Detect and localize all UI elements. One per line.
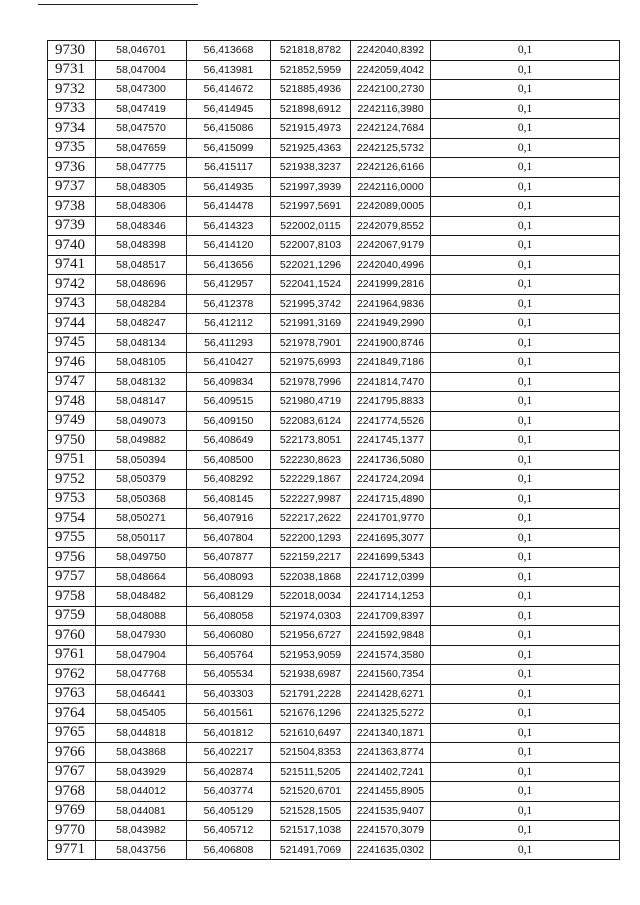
table-row	[48, 470, 620, 490]
longitude-cell: 56,412957	[187, 275, 271, 295]
table-row	[48, 60, 620, 80]
latitude-cell: 58,047004	[96, 60, 187, 80]
coord-x-cell: 521610,6497	[271, 723, 351, 743]
table-row	[48, 548, 620, 568]
coord-y-cell: 2242124,7684	[351, 119, 431, 139]
coord-x-cell: 522018,0034	[271, 587, 351, 607]
table-row	[48, 762, 620, 782]
coord-x-cell: 521953,9059	[271, 645, 351, 665]
coord-y-cell: 2241701,9770	[351, 509, 431, 529]
longitude-cell: 56,402217	[187, 743, 271, 763]
accuracy-cell: 0,1	[431, 606, 620, 626]
coord-x-cell: 522002,0115	[271, 216, 351, 236]
longitude-cell: 56,414120	[187, 236, 271, 256]
longitude-cell: 56,408129	[187, 587, 271, 607]
accuracy-cell: 0,1	[431, 509, 620, 529]
coord-y-cell: 2242040,4996	[351, 255, 431, 275]
coord-x-cell: 522007,8103	[271, 236, 351, 256]
latitude-cell: 58,048088	[96, 606, 187, 626]
latitude-cell: 58,050271	[96, 509, 187, 529]
table-row	[48, 294, 620, 314]
coord-y-cell: 2242116,0000	[351, 177, 431, 197]
coord-y-cell: 2242116,3980	[351, 99, 431, 119]
latitude-cell: 58,043756	[96, 840, 187, 860]
coord-x-cell: 521898,6912	[271, 99, 351, 119]
coord-y-cell: 2241574,3580	[351, 645, 431, 665]
table-row	[48, 138, 620, 158]
longitude-cell: 56,408292	[187, 470, 271, 490]
coord-y-cell: 2241363,8774	[351, 743, 431, 763]
coord-x-cell: 522159,2217	[271, 548, 351, 568]
longitude-cell: 56,410427	[187, 353, 271, 373]
latitude-cell: 58,050117	[96, 528, 187, 548]
table-row	[48, 450, 620, 470]
table-row	[48, 99, 620, 119]
latitude-cell: 58,048696	[96, 275, 187, 295]
coord-y-cell: 2241340,1871	[351, 723, 431, 743]
coord-y-cell: 2241699,5343	[351, 548, 431, 568]
coord-y-cell: 2241635,0302	[351, 840, 431, 860]
latitude-cell: 58,048284	[96, 294, 187, 314]
accuracy-cell: 0,1	[431, 333, 620, 353]
point-number-cell: 9771	[48, 840, 96, 860]
accuracy-cell: 0,1	[431, 197, 620, 217]
accuracy-cell: 0,1	[431, 411, 620, 431]
point-number-cell: 9746	[48, 353, 96, 373]
coord-x-cell: 521915,4973	[271, 119, 351, 139]
latitude-cell: 58,043982	[96, 821, 187, 841]
point-number-cell: 9743	[48, 294, 96, 314]
latitude-cell: 58,048134	[96, 333, 187, 353]
coord-y-cell: 2241900,8746	[351, 333, 431, 353]
accuracy-cell: 0,1	[431, 743, 620, 763]
accuracy-cell: 0,1	[431, 489, 620, 509]
longitude-cell: 56,415099	[187, 138, 271, 158]
accuracy-cell: 0,1	[431, 353, 620, 373]
point-number-cell: 9767	[48, 762, 96, 782]
table-row	[48, 197, 620, 217]
coord-y-cell: 2241695,3077	[351, 528, 431, 548]
accuracy-cell: 0,1	[431, 548, 620, 568]
accuracy-cell: 0,1	[431, 821, 620, 841]
coord-y-cell: 2241402,7241	[351, 762, 431, 782]
coord-y-cell: 2241849,7186	[351, 353, 431, 373]
point-number-cell: 9769	[48, 801, 96, 821]
latitude-cell: 58,047659	[96, 138, 187, 158]
table-row	[48, 216, 620, 236]
coord-y-cell: 2241535,9407	[351, 801, 431, 821]
accuracy-cell: 0,1	[431, 626, 620, 646]
point-number-cell: 9750	[48, 431, 96, 451]
coord-y-cell: 2242079,8552	[351, 216, 431, 236]
coord-y-cell: 2241712,0399	[351, 567, 431, 587]
table-row	[48, 314, 620, 334]
table-row	[48, 80, 620, 100]
coord-x-cell: 521938,6987	[271, 665, 351, 685]
longitude-cell: 56,413981	[187, 60, 271, 80]
accuracy-cell: 0,1	[431, 80, 620, 100]
longitude-cell: 56,403774	[187, 782, 271, 802]
latitude-cell: 58,044081	[96, 801, 187, 821]
accuracy-cell: 0,1	[431, 392, 620, 412]
accuracy-cell: 0,1	[431, 665, 620, 685]
longitude-cell: 56,401561	[187, 704, 271, 724]
accuracy-cell: 0,1	[431, 801, 620, 821]
coord-x-cell: 521991,3169	[271, 314, 351, 334]
accuracy-cell: 0,1	[431, 294, 620, 314]
longitude-cell: 56,401812	[187, 723, 271, 743]
longitude-cell: 56,407916	[187, 509, 271, 529]
table-row	[48, 743, 620, 763]
point-number-cell: 9734	[48, 119, 96, 139]
coord-y-cell: 2242059,4042	[351, 60, 431, 80]
longitude-cell: 56,403303	[187, 684, 271, 704]
coord-x-cell: 521997,5691	[271, 197, 351, 217]
coord-y-cell: 2242125,5732	[351, 138, 431, 158]
longitude-cell: 56,413656	[187, 255, 271, 275]
longitude-cell: 56,414945	[187, 99, 271, 119]
latitude-cell: 58,047775	[96, 158, 187, 178]
latitude-cell: 58,049073	[96, 411, 187, 431]
latitude-cell: 58,046701	[96, 41, 187, 61]
coord-x-cell: 521974,0303	[271, 606, 351, 626]
table-row	[48, 684, 620, 704]
coord-y-cell: 2241964,9836	[351, 294, 431, 314]
longitude-cell: 56,406808	[187, 840, 271, 860]
point-number-cell: 9751	[48, 450, 96, 470]
latitude-cell: 58,045405	[96, 704, 187, 724]
latitude-cell: 58,047904	[96, 645, 187, 665]
coord-y-cell: 2241709,8397	[351, 606, 431, 626]
point-number-cell: 9748	[48, 392, 96, 412]
point-number-cell: 9760	[48, 626, 96, 646]
latitude-cell: 58,043868	[96, 743, 187, 763]
accuracy-cell: 0,1	[431, 99, 620, 119]
point-number-cell: 9770	[48, 821, 96, 841]
coord-y-cell: 2241428,6271	[351, 684, 431, 704]
point-number-cell: 9733	[48, 99, 96, 119]
accuracy-cell: 0,1	[431, 645, 620, 665]
accuracy-cell: 0,1	[431, 158, 620, 178]
accuracy-cell: 0,1	[431, 782, 620, 802]
coord-y-cell: 2241325,5272	[351, 704, 431, 724]
longitude-cell: 56,405712	[187, 821, 271, 841]
longitude-cell: 56,415086	[187, 119, 271, 139]
point-number-cell: 9731	[48, 60, 96, 80]
coord-x-cell: 521818,8782	[271, 41, 351, 61]
table-row	[48, 236, 620, 256]
table-row	[48, 41, 620, 61]
point-number-cell: 9762	[48, 665, 96, 685]
table-row	[48, 704, 620, 724]
point-number-cell: 9754	[48, 509, 96, 529]
point-number-cell: 9732	[48, 80, 96, 100]
latitude-cell: 58,050379	[96, 470, 187, 490]
coord-x-cell: 521491,7069	[271, 840, 351, 860]
coord-x-cell: 522083,6124	[271, 411, 351, 431]
table-row	[48, 353, 620, 373]
coord-y-cell: 2241715,4890	[351, 489, 431, 509]
latitude-cell: 58,047419	[96, 99, 187, 119]
latitude-cell: 58,048482	[96, 587, 187, 607]
coord-x-cell: 521956,6727	[271, 626, 351, 646]
point-number-cell: 9766	[48, 743, 96, 763]
coord-x-cell: 522173,8051	[271, 431, 351, 451]
table-row	[48, 275, 620, 295]
longitude-cell: 56,414672	[187, 80, 271, 100]
latitude-cell: 58,047300	[96, 80, 187, 100]
coord-y-cell: 2241570,3079	[351, 821, 431, 841]
point-number-cell: 9755	[48, 528, 96, 548]
longitude-cell: 56,414323	[187, 216, 271, 236]
accuracy-cell: 0,1	[431, 119, 620, 139]
table-row	[48, 801, 620, 821]
longitude-cell: 56,413668	[187, 41, 271, 61]
latitude-cell: 58,048517	[96, 255, 187, 275]
point-number-cell: 9768	[48, 782, 96, 802]
point-number-cell: 9738	[48, 197, 96, 217]
accuracy-cell: 0,1	[431, 723, 620, 743]
coord-y-cell: 2241455,8905	[351, 782, 431, 802]
longitude-cell: 56,408500	[187, 450, 271, 470]
point-number-cell: 9756	[48, 548, 96, 568]
coord-x-cell: 521504,8353	[271, 743, 351, 763]
longitude-cell: 56,408649	[187, 431, 271, 451]
coord-y-cell: 2242100,2730	[351, 80, 431, 100]
latitude-cell: 58,047570	[96, 119, 187, 139]
table-row	[48, 587, 620, 607]
longitude-cell: 56,411293	[187, 333, 271, 353]
coord-y-cell: 2241999,2816	[351, 275, 431, 295]
coord-y-cell: 2241560,7354	[351, 665, 431, 685]
coord-y-cell: 2241814,7470	[351, 372, 431, 392]
coord-x-cell: 522217,2622	[271, 509, 351, 529]
accuracy-cell: 0,1	[431, 450, 620, 470]
coord-x-cell: 521978,7996	[271, 372, 351, 392]
coord-y-cell: 2241736,5080	[351, 450, 431, 470]
latitude-cell: 58,048306	[96, 197, 187, 217]
longitude-cell: 56,408093	[187, 567, 271, 587]
point-number-cell: 9735	[48, 138, 96, 158]
latitude-cell: 58,048346	[96, 216, 187, 236]
longitude-cell: 56,415117	[187, 158, 271, 178]
latitude-cell: 58,044012	[96, 782, 187, 802]
longitude-cell: 56,408058	[187, 606, 271, 626]
accuracy-cell: 0,1	[431, 41, 620, 61]
table-row	[48, 840, 620, 860]
coord-y-cell: 2242040,8392	[351, 41, 431, 61]
coord-y-cell: 2241724,2094	[351, 470, 431, 490]
longitude-cell: 56,412112	[187, 314, 271, 334]
accuracy-cell: 0,1	[431, 216, 620, 236]
header-rule	[38, 4, 198, 5]
accuracy-cell: 0,1	[431, 372, 620, 392]
table-row	[48, 333, 620, 353]
latitude-cell: 58,050368	[96, 489, 187, 509]
coord-x-cell: 521528,1505	[271, 801, 351, 821]
coord-x-cell: 521520,6701	[271, 782, 351, 802]
point-number-cell: 9730	[48, 41, 96, 61]
point-number-cell: 9753	[48, 489, 96, 509]
longitude-cell: 56,414935	[187, 177, 271, 197]
table-row	[48, 255, 620, 275]
coord-x-cell: 521975,6993	[271, 353, 351, 373]
accuracy-cell: 0,1	[431, 762, 620, 782]
accuracy-cell: 0,1	[431, 177, 620, 197]
coord-x-cell: 521791,2228	[271, 684, 351, 704]
point-number-cell: 9763	[48, 684, 96, 704]
longitude-cell: 56,407877	[187, 548, 271, 568]
table-row	[48, 392, 620, 412]
point-number-cell: 9744	[48, 314, 96, 334]
coord-x-cell: 522230,8623	[271, 450, 351, 470]
coord-x-cell: 521517,1038	[271, 821, 351, 841]
point-number-cell: 9739	[48, 216, 96, 236]
longitude-cell: 56,405764	[187, 645, 271, 665]
longitude-cell: 56,409150	[187, 411, 271, 431]
longitude-cell: 56,408145	[187, 489, 271, 509]
longitude-cell: 56,412378	[187, 294, 271, 314]
point-number-cell: 9745	[48, 333, 96, 353]
accuracy-cell: 0,1	[431, 255, 620, 275]
coord-x-cell: 522021,1296	[271, 255, 351, 275]
coord-y-cell: 2242126,6166	[351, 158, 431, 178]
coord-x-cell: 521885,4936	[271, 80, 351, 100]
coord-x-cell: 522200,1293	[271, 528, 351, 548]
point-number-cell: 9758	[48, 587, 96, 607]
latitude-cell: 58,049750	[96, 548, 187, 568]
point-number-cell: 9761	[48, 645, 96, 665]
point-number-cell: 9759	[48, 606, 96, 626]
latitude-cell: 58,049882	[96, 431, 187, 451]
coord-y-cell: 2241745,1377	[351, 431, 431, 451]
accuracy-cell: 0,1	[431, 138, 620, 158]
latitude-cell: 58,050394	[96, 450, 187, 470]
coord-x-cell: 522227,9987	[271, 489, 351, 509]
coord-y-cell: 2241774,5526	[351, 411, 431, 431]
longitude-cell: 56,405129	[187, 801, 271, 821]
latitude-cell: 58,046441	[96, 684, 187, 704]
point-number-cell: 9741	[48, 255, 96, 275]
table-row	[48, 158, 620, 178]
coord-x-cell: 521978,7901	[271, 333, 351, 353]
latitude-cell: 58,048247	[96, 314, 187, 334]
table-row	[48, 489, 620, 509]
point-number-cell: 9764	[48, 704, 96, 724]
accuracy-cell: 0,1	[431, 275, 620, 295]
coord-x-cell: 521980,4719	[271, 392, 351, 412]
latitude-cell: 58,048305	[96, 177, 187, 197]
coord-x-cell: 521925,4363	[271, 138, 351, 158]
latitude-cell: 58,048664	[96, 567, 187, 587]
latitude-cell: 58,048105	[96, 353, 187, 373]
table-row	[48, 411, 620, 431]
accuracy-cell: 0,1	[431, 840, 620, 860]
coord-x-cell: 521995,3742	[271, 294, 351, 314]
table-row	[48, 177, 620, 197]
latitude-cell: 58,047768	[96, 665, 187, 685]
coord-x-cell: 521938,3237	[271, 158, 351, 178]
accuracy-cell: 0,1	[431, 60, 620, 80]
latitude-cell: 58,043929	[96, 762, 187, 782]
latitude-cell: 58,047930	[96, 626, 187, 646]
accuracy-cell: 0,1	[431, 528, 620, 548]
accuracy-cell: 0,1	[431, 704, 620, 724]
table-row	[48, 606, 620, 626]
coord-y-cell: 2242089,0005	[351, 197, 431, 217]
coord-y-cell: 2241795,8833	[351, 392, 431, 412]
table-row	[48, 528, 620, 548]
longitude-cell: 56,407804	[187, 528, 271, 548]
accuracy-cell: 0,1	[431, 431, 620, 451]
accuracy-cell: 0,1	[431, 684, 620, 704]
latitude-cell: 58,044818	[96, 723, 187, 743]
longitude-cell: 56,406080	[187, 626, 271, 646]
point-number-cell: 9736	[48, 158, 96, 178]
longitude-cell: 56,414478	[187, 197, 271, 217]
table-row	[48, 119, 620, 139]
table-row	[48, 821, 620, 841]
point-number-cell: 9757	[48, 567, 96, 587]
table-row	[48, 372, 620, 392]
table-row	[48, 509, 620, 529]
coord-x-cell: 521997,3939	[271, 177, 351, 197]
latitude-cell: 58,048132	[96, 372, 187, 392]
coord-x-cell: 521676,1296	[271, 704, 351, 724]
point-number-cell: 9740	[48, 236, 96, 256]
coord-x-cell: 522041,1524	[271, 275, 351, 295]
table-row	[48, 431, 620, 451]
coord-x-cell: 521852,5959	[271, 60, 351, 80]
accuracy-cell: 0,1	[431, 314, 620, 334]
point-number-cell: 9765	[48, 723, 96, 743]
table-row	[48, 626, 620, 646]
accuracy-cell: 0,1	[431, 470, 620, 490]
point-number-cell: 9747	[48, 372, 96, 392]
coord-x-cell: 521511,5205	[271, 762, 351, 782]
coord-y-cell: 2241592,9848	[351, 626, 431, 646]
coord-x-cell: 522038,1868	[271, 567, 351, 587]
table-row	[48, 782, 620, 802]
accuracy-cell: 0,1	[431, 236, 620, 256]
accuracy-cell: 0,1	[431, 587, 620, 607]
point-number-cell: 9737	[48, 177, 96, 197]
coordinates-table	[47, 40, 620, 860]
latitude-cell: 58,048398	[96, 236, 187, 256]
coord-y-cell: 2241714,1253	[351, 587, 431, 607]
point-number-cell: 9752	[48, 470, 96, 490]
longitude-cell: 56,405534	[187, 665, 271, 685]
coord-x-cell: 522229,1867	[271, 470, 351, 490]
coord-y-cell: 2241949,2990	[351, 314, 431, 334]
point-number-cell: 9749	[48, 411, 96, 431]
longitude-cell: 56,402874	[187, 762, 271, 782]
longitude-cell: 56,409515	[187, 392, 271, 412]
longitude-cell: 56,409834	[187, 372, 271, 392]
table-row	[48, 665, 620, 685]
coord-y-cell: 2242067,9179	[351, 236, 431, 256]
table-row	[48, 645, 620, 665]
table-row	[48, 723, 620, 743]
point-number-cell: 9742	[48, 275, 96, 295]
latitude-cell: 58,048147	[96, 392, 187, 412]
accuracy-cell: 0,1	[431, 567, 620, 587]
table-row	[48, 567, 620, 587]
